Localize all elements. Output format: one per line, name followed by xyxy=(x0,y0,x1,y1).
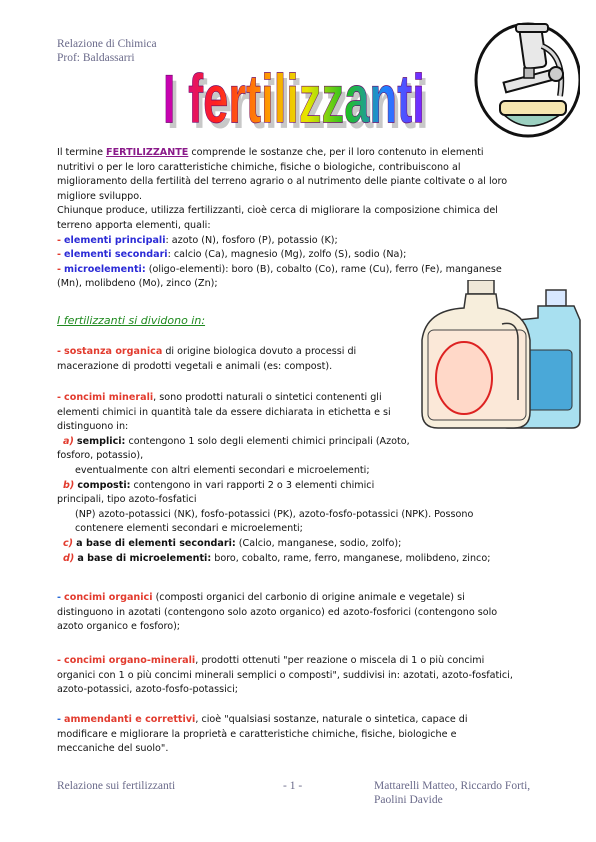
footer-title: Relazione sui fertilizzanti xyxy=(57,780,176,792)
subitem-label: composti: xyxy=(77,479,131,491)
subitem-label: semplici: xyxy=(76,435,126,447)
intro-line: Chiunque produce, utilizza fertilizzanti, cioè cerca di migliorare la composizione chimica del xyxy=(57,205,498,217)
subitem-b-line: contenere elementi secondari e microelementi; xyxy=(75,523,303,535)
subitem-a-line: fosforo, potassio), xyxy=(57,450,144,462)
header-professor: Prof: Baldassarri xyxy=(57,52,135,64)
ammendanti-text: , cioè "qualsiasi sostanze, naturale o sintetica, capace di xyxy=(195,714,468,725)
element-label: elementi principali xyxy=(64,234,166,246)
organica-label: sostanza organica xyxy=(64,346,163,357)
element-label: microelementi: xyxy=(64,263,146,275)
page-title-shadow: I fertilizzanti xyxy=(166,66,429,130)
intro-line: terreno apporta elementi, quali: xyxy=(57,219,211,231)
subitem-c xyxy=(57,537,547,552)
element-text: (oligo-elementi): boro (B), cobalto (Co), rame (Cu), ferro (Fe), manganese xyxy=(145,263,502,275)
page-title xyxy=(160,50,450,130)
subitem-letter: b) xyxy=(63,479,75,491)
minerali-line: distinguono in: xyxy=(57,421,129,433)
minerali-line: elementi chimici in quantità tale da essere dichiarata in etichetta e si xyxy=(57,406,391,418)
keyword-fertilizzante: FERTILIZZANTE xyxy=(106,147,189,158)
subitem-label: a base di elementi secondari: xyxy=(76,537,236,549)
intro-text: Il termine xyxy=(57,147,107,158)
intro-section xyxy=(57,146,547,292)
element-item xyxy=(57,263,547,278)
organici-line: azoto organico e fosforo); xyxy=(57,621,181,633)
dash-marker: - xyxy=(57,249,61,261)
ammendanti-line: modificare e migliorare la proprietà e caratteristiche chimiche, fisiche, biologiche e xyxy=(57,728,457,740)
intro-text: comprende le sostanze che, per il loro contenuto in elementi xyxy=(188,147,484,158)
intro-line: miglioramento della fertilità del terreno agrario o al nutrimento delle piante coltivate o al loro xyxy=(57,176,508,188)
subitem-text: (Calcio, manganese, sodio, zolfo); xyxy=(235,537,402,549)
footer-authors-line: Paolini Davide xyxy=(374,794,443,806)
organici-text: (composti organici del carbonio di origine animale e vegetale) si xyxy=(152,592,465,603)
subitem-text: contengono 1 solo degli elementi chimici principali (Azoto, xyxy=(125,435,410,447)
element-label: elementi secondari xyxy=(64,249,168,261)
dash-marker: - xyxy=(57,592,61,603)
microscope-image xyxy=(470,16,580,141)
element-item xyxy=(57,234,547,249)
header-course: Relazione di Chimica xyxy=(57,38,157,50)
dash-marker: - xyxy=(57,655,61,666)
subitem-label: a base di microelementi: xyxy=(77,552,212,564)
organici-line: distinguono in azotati (contengono solo azoto organico) ed azoto-fosforici (contengono solo xyxy=(57,606,498,618)
subitem-d xyxy=(57,552,547,567)
section-heading: I fertilizzanti si dividono in: xyxy=(57,314,206,327)
subitem-b xyxy=(57,479,547,494)
footer-authors-line: Mattarelli Matteo, Riccardo Forti, xyxy=(374,780,531,792)
subitem-b-line: principali, tipo azoto-fosfatici xyxy=(57,494,197,506)
subitem-letter: a) xyxy=(63,435,74,447)
intro-line xyxy=(57,146,547,161)
organo-line: azoto-potassici, azoto-fosfo-potassici; xyxy=(57,684,238,696)
organo-text: , prodotti ottenuti "per reazione o miscela di 1 o più concimi xyxy=(195,655,485,666)
dash-marker: - xyxy=(57,346,61,357)
subitem-text: boro, cobalto, rame, ferro, manganese, molibdeno, zinco; xyxy=(211,552,491,564)
organo-line: organici con 1 o più concimi minerali semplici o composti", suddivisi in: azotati, azoto-fosfatici, xyxy=(57,669,513,681)
minerali-line xyxy=(57,391,547,406)
organo-section xyxy=(57,654,547,698)
organici-section xyxy=(57,591,547,635)
organo-label: concimi organo-minerali xyxy=(64,655,196,666)
dash-marker: - xyxy=(57,234,61,246)
subitem-text: contengono in vari rapporti 2 o 3 elementi chimici xyxy=(130,479,375,491)
element-text: : azoto (N), fosforo (P), potassio (K); xyxy=(165,234,338,246)
intro-line: migliore sviluppo. xyxy=(57,190,143,202)
organici-label: concimi organici xyxy=(64,592,153,603)
minerali-section xyxy=(57,391,547,566)
page-title-text: I fertilizzanti xyxy=(162,61,425,130)
organo-line xyxy=(57,654,547,669)
organica-line xyxy=(57,345,417,360)
page-number: - 1 - xyxy=(283,780,303,792)
organica-section xyxy=(57,345,417,374)
dash-marker: - xyxy=(57,263,61,275)
ammendanti-section xyxy=(57,713,547,757)
footer-authors xyxy=(374,779,530,807)
minerali-text: , sono prodotti naturali o sintetici contenenti gli xyxy=(153,392,382,403)
dash-marker: - xyxy=(57,714,61,725)
element-text: : calcio (Ca), magnesio (Mg), zolfo (S), sodio (Na); xyxy=(167,249,407,261)
organici-line xyxy=(57,591,547,606)
minerali-label: concimi minerali xyxy=(64,392,154,403)
ammendanti-line xyxy=(57,713,547,728)
organica-text: di origine biologica dovuto a processi di xyxy=(162,346,357,357)
ammendanti-label: ammendanti e correttivi xyxy=(64,714,196,725)
organica-line: macerazione di prodotti vegetali e animali (es: compost). xyxy=(57,360,333,372)
document-header xyxy=(57,37,157,65)
subitem-a xyxy=(57,435,547,450)
element-item-continued: (Mn), molibdeno (Mo), zinco (Zn); xyxy=(57,278,218,290)
subitem-letter: c) xyxy=(63,537,74,549)
ammendanti-line: meccaniche del suolo". xyxy=(57,743,169,755)
subitem-a-line: eventualmente con altri elementi secondari e microelementi; xyxy=(75,464,370,476)
element-item xyxy=(57,248,547,263)
subitem-b-line: (NP) azoto-potassici (NK), fosfo-potassici (PK), azoto-fosfo-potassici (NPK). Possono xyxy=(75,508,474,520)
subitem-letter: d) xyxy=(63,552,75,564)
intro-line: nutritivi o per le loro caratteristiche chimiche, fisiche o biologiche, contribuiscono al xyxy=(57,161,461,173)
section-heading-block xyxy=(57,314,357,329)
dash-marker: - xyxy=(57,392,61,403)
